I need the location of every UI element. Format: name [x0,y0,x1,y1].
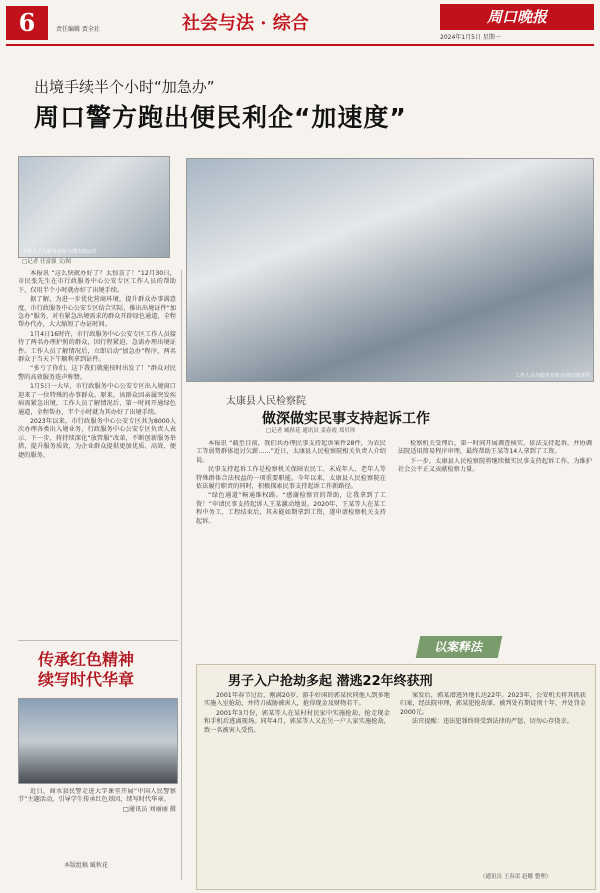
paragraph: 1月5日一大早，市行政服务中心公安专区出入境窗口迎来了一位特殊的办事群众。原来，该群众因亲属突发疾病需紧急出境，工作人员了解情况后，第一时间开通绿色通道，全程帮办，半个小时就为其办好了出境手续。 [18,383,176,416]
main-article-body [18,270,176,632]
paragraph: 2001年春节过后，刚满20岁、游手好闲的郭某伙同他人到多地实施入室抢劫，并持刀威胁被害人，抢得现金及财物若干。 [204,692,390,708]
photo-small [18,156,170,258]
paragraph: 本报讯 “截至目前，我们共办理民事支持起诉案件28件，为农民工等弱势群体追讨欠薪……”近日，太康县人民检察院相关负责人介绍说。 [196,440,386,464]
newspaper-logo: 周口晚报 [440,4,594,30]
sidebar-title-1: 传承红色精神 [38,650,135,669]
procuratorate-body-col1 [196,440,386,628]
paragraph: “多亏了你们，这下我们就能按时出发了！”群众对民警的高效服务连声称赞。 [18,365,176,381]
header-rule [6,44,594,46]
page-editor: 本版组稿 臧秋花 [64,862,108,869]
section-divider [18,640,178,641]
main-kicker: 出境手续半个小时“加急办” [34,78,215,96]
main-headline: 周口警方跑出便民利企“加速度” [34,103,407,132]
photo-small-caption: 工作人员为服务对象办理出境证件 [22,249,98,255]
paragraph: 1月4日16时许，市行政服务中心公安专区工作人员接待了两名办理护照的群众，因行程紧迫，急需办理出境证件。工作人员了解情况后，立即启动“加急办”程序，两名群众于当天下午顺利拿到证件。 [18,330,176,364]
paragraph: 检察机关受理后，第一时间开展调查核实，依法支持起诉，并协调法院适用简易程序审理，最终帮助王某等14人拿到了工资。 [398,440,592,456]
law-case-body-col2 [400,692,586,872]
paragraph: 本报讯 “这么快就办好了？太惊喜了！”12月30日，市民张先生在市行政服务中心公安专区工作人员的帮助下，仅用半个小时就办好了出境手续。 [18,270,176,294]
law-case-tag: 以案释法 [416,636,503,658]
photo-large [186,158,594,382]
law-case-headline: 男子入户抢劫多起 潜逃22年终获刑 [228,674,433,689]
paragraph: 民事支持起诉工作是检察机关保障农民工、未成年人、老年人等特殊群体合法权益的一项重要职能。今年以来，太康县人民检察院在依法履行职责的同时，积极探索民事支持起诉工作新路径。 [196,466,386,491]
procuratorate-kicker: 太康县人民检察院 [226,396,306,407]
sidebar-caption [18,788,176,848]
procuratorate-body-col2 [398,440,592,628]
issue-date: 2024年1月5日 星期一 [440,34,501,41]
sidebar-title-2: 续写时代华章 [38,670,135,689]
law-case-credit: （通讯员 王春雷 赵娜 整理） [480,874,552,880]
editor-meta: 责任编辑 贾全社 [56,26,100,33]
paragraph: 2023年以来，市行政服务中心公安专区共为8000人次办理各类出入境业务，行政服务中心公安专区负责人表示，下一步，将持续深化“放管服”改革，不断创新服务举措，提升服务质效，为企业群众提供更加优质、高效、便捷的服务。 [18,417,176,459]
procuratorate-byline: □记者 臧秋花 通讯员 姜春霞 郑贝珍 [266,428,356,434]
main-byline: □记者 任富强 文/图 [22,259,72,265]
column-divider [181,270,182,880]
paragraph: 案发后，郭某潜逃外地长达22年。2023年，公安机关将其抓获归案，经法院审理，郭某犯抢劫罪，被判处有期徒刑十年，并处罚金2000元。 [400,692,586,716]
sidebar-credit: □通讯员 刘丽丽 摄 [122,805,176,813]
paragraph: 法官提醒：违法犯罪终将受到法律的严惩，切勿心存侥幸。 [412,718,573,726]
law-case-body-col1 [204,692,390,882]
sidebar-photo [18,698,178,784]
paragraph: 下一步，太康县人民检察院将继续做实民事支持起诉工作，为维护社会公平正义贡献检察力量。 [398,457,592,474]
paragraph: 2001年3月份，郭某等人在某村村民家中实施抢劫，抢走现金和手机后逃离现场。同年4月，郭某等人又在另一户人家实施抢劫，致一名被害人受伤。 [204,709,390,734]
paragraph: 近日，商水县民警走进大学课堂开展“中国人民警察节”主题活动，引导学生传承红色基因，续写时代华章。 [18,788,176,804]
paragraph: “绿色通道”畅通维权路。“感谢检察官的帮助，让我拿到了工资！”申请民事支持起诉人王某激动地说。2020年，王某等人在某工程中务工，工程结束后，其未能如期拿到工资，遂申请检察机关支持起诉。 [196,492,386,525]
procuratorate-headline: 做深做实民事支持起诉工作 [262,411,430,427]
paragraph: 据了解，为进一步优化营商环境，提升群众办事满意度，市行政服务中心公安专区结合实际，推出出境证件“加急办”服务，对有紧急出境需求的群众开辟绿色通道，全程帮办代办，大大缩短了办证时间。 [18,296,176,329]
photo-large-caption: 工作人员为服务对象办理出境证件 [514,373,590,379]
section-title: 社会与法 · 综合 [182,13,309,34]
page-number: 6 [6,6,48,40]
